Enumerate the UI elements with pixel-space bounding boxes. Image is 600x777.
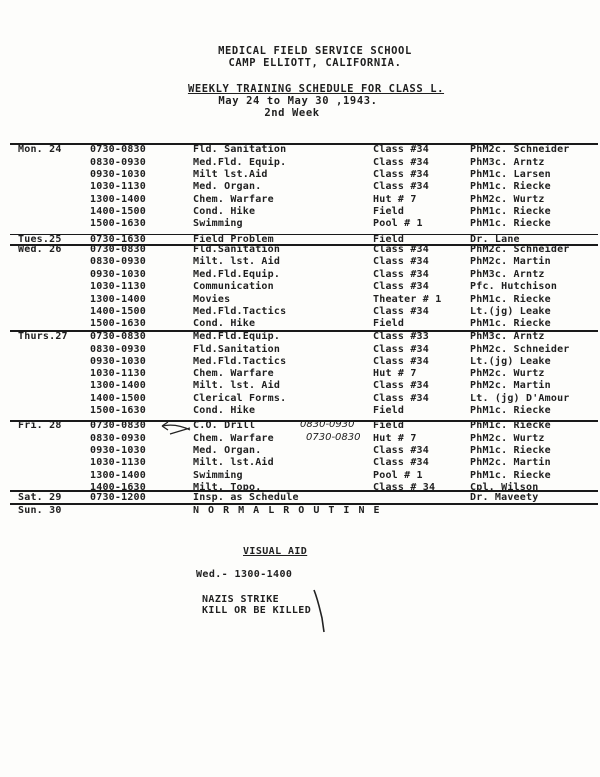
handwritten-check-icon <box>312 588 328 634</box>
time-cell: 1300-1400 <box>90 470 146 481</box>
place-cell: Field <box>373 420 405 431</box>
day-cell: Tues.25 <box>18 234 62 245</box>
handwritten-note: 0830-0930 <box>300 419 355 430</box>
place-cell: Theater # 1 <box>373 294 442 305</box>
subject-cell: Med.Fld.Equip. <box>193 331 281 342</box>
place-cell: Field <box>373 206 405 217</box>
place-cell: Class #34 <box>373 380 429 391</box>
subject-cell: Field Problem <box>193 234 274 245</box>
instructor-cell: PhM3c. Arntz <box>470 269 545 280</box>
table-row <box>0 144 600 156</box>
subject-cell: Med.Fld.Equip. <box>193 269 281 280</box>
instructor-cell: PhM1c. Riecke <box>470 470 551 481</box>
subject-cell: Milt. lst. Aid <box>193 380 281 391</box>
time-cell: 0730-0830 <box>90 420 146 431</box>
instructor-cell: PhM1c. Riecke <box>470 218 551 229</box>
day-cell: Wed. 26 <box>18 244 62 255</box>
time-cell: 1400-1500 <box>90 306 146 317</box>
time-cell: 1400-1500 <box>90 393 146 404</box>
instructor-cell: PhM2c. Wurtz <box>470 194 545 205</box>
place-cell: Class #33 <box>373 331 429 342</box>
subject-cell: Chem. Warfare <box>193 433 274 444</box>
place-cell: Class #34 <box>373 344 429 355</box>
subject-cell: Clerical Forms. <box>193 393 287 404</box>
place-cell: Hut # 7 <box>373 194 417 205</box>
instructor-cell: PhM2c. Wurtz <box>470 368 545 379</box>
place-cell: Pool # 1 <box>373 218 423 229</box>
time-cell: 0830-0930 <box>90 157 146 168</box>
table-row <box>0 445 600 457</box>
instructor-cell: PhM1c. Riecke <box>470 405 551 416</box>
time-cell: 0930-1030 <box>90 269 146 280</box>
instructor-cell: Cpl. Wilson <box>470 482 539 493</box>
table-row <box>0 331 600 343</box>
place-cell: Class #34 <box>373 269 429 280</box>
place-cell: Class #34 <box>373 157 429 168</box>
instructor-cell: PhM2c. Martin <box>470 256 551 267</box>
table-row <box>0 356 600 368</box>
table-row <box>0 393 600 405</box>
table-row <box>0 380 600 392</box>
subject-cell: Med. Organ. <box>193 181 262 192</box>
place-cell: Class #34 <box>373 181 429 192</box>
instructor-cell: PhM2c. Schneider <box>470 244 570 255</box>
table-row <box>0 194 600 206</box>
instructor-cell: PhM1c. Riecke <box>470 445 551 456</box>
place-cell: Class #34 <box>373 445 429 456</box>
subject-cell: Cond. Hike <box>193 405 256 416</box>
time-cell: 1030-1130 <box>90 181 146 192</box>
table-row <box>0 294 600 306</box>
handwritten-arrow-icon <box>160 420 194 440</box>
time-cell: 0830-0930 <box>90 433 146 444</box>
time-cell: 0930-1030 <box>90 169 146 180</box>
place-cell: Class #34 <box>373 457 429 468</box>
place-cell: Class #34 <box>373 393 429 404</box>
location: CAMP ELLIOTT, CALIFORNIA. <box>228 57 402 69</box>
time-cell: 0730-0830 <box>90 144 146 155</box>
day-cell: Sat. 29 <box>18 492 62 503</box>
subject-cell: Swimming <box>193 218 243 229</box>
day-cell: Mon. 24 <box>18 144 62 155</box>
table-row <box>0 433 600 445</box>
instructor-cell: Lt. (jg) D'Amour <box>470 393 570 404</box>
subject-cell: Fld. Sanitation <box>193 144 287 155</box>
time-cell: 1300-1400 <box>90 380 146 391</box>
subject-cell: C.O. Drill <box>193 420 256 431</box>
table-row <box>0 457 600 469</box>
week-label: 2nd Week <box>264 107 320 119</box>
table-row <box>0 206 600 218</box>
subject-cell: Milt. Topo. <box>193 482 262 493</box>
subject-cell: Med. Organ. <box>193 445 262 456</box>
instructor-cell: Dr. Maveety <box>470 492 539 503</box>
place-cell: Field <box>373 405 405 416</box>
visual-aid-title: VISUAL AID <box>243 546 308 557</box>
subject-cell: Milt lst.Aid <box>193 169 268 180</box>
table-row <box>0 169 600 181</box>
time-cell: 1500-1630 <box>90 218 146 229</box>
table-row <box>0 218 600 230</box>
school-name: MEDICAL FIELD SERVICE SCHOOL <box>218 45 412 57</box>
instructor-cell: PhM1c. Riecke <box>470 206 551 217</box>
subject-cell: Cond. Hike <box>193 318 256 329</box>
day-cell: Thurs.27 <box>18 331 68 342</box>
place-cell: Hut # 7 <box>373 433 417 444</box>
instructor-cell: PhM3c. Arntz <box>470 157 545 168</box>
subject-cell: Fld.Sanitation <box>193 344 281 355</box>
instructor-cell: Pfc. Hutchison <box>470 281 558 292</box>
instructor-cell: PhM1c. Riecke <box>470 420 551 431</box>
table-row <box>0 492 600 504</box>
subject-cell: Movies <box>193 294 231 305</box>
table-row <box>0 256 600 268</box>
time-cell: 0830-0930 <box>90 256 146 267</box>
instructor-cell: Lt.(jg) Leake <box>470 356 551 367</box>
visual-aid-film: KILL OR BE KILLED <box>202 605 312 616</box>
table-row <box>0 405 600 417</box>
subject-cell: N O R M A L R O U T I N E <box>193 505 382 516</box>
place-cell: Class #34 <box>373 169 429 180</box>
schedule-title: WEEKLY TRAINING SCHEDULE FOR CLASS L. <box>187 83 445 95</box>
time-cell: 0830-0930 <box>90 344 146 355</box>
time-cell: 1500-1630 <box>90 318 146 329</box>
table-row <box>0 269 600 281</box>
time-cell: 0730-0830 <box>90 331 146 342</box>
time-cell: 1030-1130 <box>90 457 146 468</box>
instructor-cell: PhM2c. Martin <box>470 457 551 468</box>
subject-cell: Fld.Sanitation <box>193 244 281 255</box>
time-cell: 0730-1200 <box>90 492 146 503</box>
place-cell: Class #34 <box>373 306 429 317</box>
visual-aid-film: NAZIS STRIKE <box>202 594 280 605</box>
table-row <box>0 157 600 169</box>
instructor-cell: PhM1c. Larsen <box>470 169 551 180</box>
subject-cell: Insp. as Schedule <box>193 492 299 503</box>
date-range: May 24 to May 30 ,1943. <box>218 95 378 107</box>
instructor-cell: PhM1c. Riecke <box>470 318 551 329</box>
instructor-cell: PhM2c. Wurtz <box>470 433 545 444</box>
time-cell: 0930-1030 <box>90 445 146 456</box>
day-cell: Sun. 30 <box>18 505 62 516</box>
time-cell: 1500-1630 <box>90 405 146 416</box>
subject-cell: Cond. Hike <box>193 206 256 217</box>
place-cell: Class #34 <box>373 144 429 155</box>
instructor-cell: PhM2c. Schneider <box>470 144 570 155</box>
table-row <box>0 181 600 193</box>
time-cell: 1030-1130 <box>90 368 146 379</box>
time-cell: 1400-1500 <box>90 206 146 217</box>
place-cell: Class #34 <box>373 356 429 367</box>
table-row <box>0 306 600 318</box>
table-row <box>0 318 600 330</box>
subject-cell: Milt. lst.Aid <box>193 457 274 468</box>
instructor-cell: Lt.(jg) Leake <box>470 306 551 317</box>
instructor-cell: PhM2c. Martin <box>470 380 551 391</box>
subject-cell: Chem. Warfare <box>193 368 274 379</box>
subject-cell: Chem. Warfare <box>193 194 274 205</box>
time-cell: 1400-1630 <box>90 482 146 493</box>
place-cell: Class #34 <box>373 244 429 255</box>
subject-cell: Med.Fld. Equip. <box>193 157 287 168</box>
place-cell: Class #34 <box>373 256 429 267</box>
table-row <box>0 281 600 293</box>
instructor-cell: PhM2c. Schneider <box>470 344 570 355</box>
subject-cell: Swimming <box>193 470 243 481</box>
place-cell: Class # 34 <box>373 482 436 493</box>
instructor-cell: Dr. Lane <box>470 234 520 245</box>
subject-cell: Communication <box>193 281 274 292</box>
visual-aid-time: Wed.- 1300-1400 <box>196 569 293 580</box>
instructor-cell: PhM3c. Arntz <box>470 331 545 342</box>
time-cell: 1030-1130 <box>90 281 146 292</box>
table-row <box>0 505 600 517</box>
table-row <box>0 344 600 356</box>
time-cell: 1300-1400 <box>90 194 146 205</box>
table-row <box>0 470 600 482</box>
place-cell: Field <box>373 318 405 329</box>
place-cell: Hut # 7 <box>373 368 417 379</box>
place-cell: Field <box>373 234 405 245</box>
subject-cell: Med.Fld.Tactics <box>193 356 287 367</box>
time-cell: 0730-1630 <box>90 234 146 245</box>
handwritten-note: 0730-0830 <box>306 432 361 443</box>
time-cell: 1300-1400 <box>90 294 146 305</box>
place-cell: Pool # 1 <box>373 470 423 481</box>
subject-cell: Milt. lst. Aid <box>193 256 281 267</box>
table-row <box>0 368 600 380</box>
day-cell: Fri. 28 <box>18 420 62 431</box>
time-cell: 0730-0830 <box>90 244 146 255</box>
instructor-cell: PhM1c. Riecke <box>470 181 551 192</box>
instructor-cell: PhM1c. Riecke <box>470 294 551 305</box>
table-row <box>0 244 600 256</box>
place-cell: Class #34 <box>373 281 429 292</box>
subject-cell: Med.Fld.Tactics <box>193 306 287 317</box>
time-cell: 0930-1030 <box>90 356 146 367</box>
